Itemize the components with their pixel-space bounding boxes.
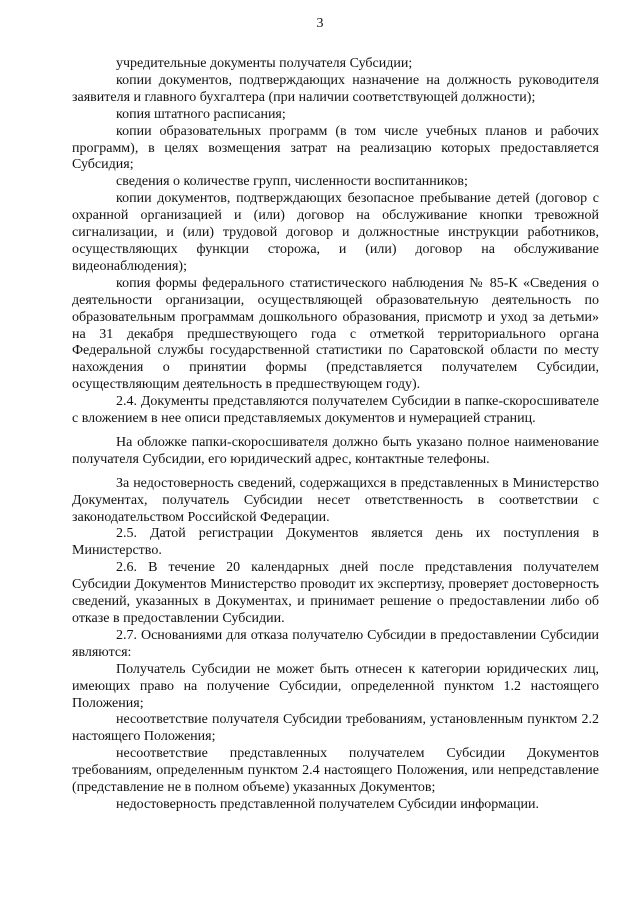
clause-2-5: 2.5. Датой регистрации Документов является день их поступления в Министерство.	[72, 526, 599, 559]
paragraph: учредительные документы получателя Субсидии;	[116, 56, 413, 71]
paragraph: несоответствие получателя Субсидии требованиям, установленным пунктом 2.2 настоящего Положения;	[72, 712, 599, 745]
paragraph: копии документов, подтверждающих безопасное пребывание детей (договор с охранной организацией и (или) договор на обслуживание кнопки тревожной сигнализации, и (или) трудовой договор и должностные инструкции работников, осуществляющих функции сторожа, и (или) договор на обслуживание видеонаблюдения);	[72, 191, 599, 274]
clause-2-4: 2.4. Документы представляются получателем Субсидии в папке-скоросшивателе с вложением в нее описи представляемых документов и нумерацией страниц.	[72, 394, 599, 427]
page-number: 3	[316, 16, 324, 31]
clause-2-6: 2.6. В течение 20 календарных дней после представления получателем Субсидии Документов Министерство проводит их экспертизу, проверяет достоверность сведений, указанных в Документах, и принимает решение о предоставлении либо об отказе в предоставлении Субсидии.	[72, 560, 599, 626]
document-body	[72, 56, 599, 814]
paragraph: копии образовательных программ (в том числе учебных планов и рабочих программ), в целях возмещения затрат на реализацию которых предоставляется Субсидия;	[72, 123, 599, 173]
paragraph: За недостоверность сведений, содержащихся в представленных в Министерство Документах, получатель Субсидии несет ответственность в соответствии с законодательством Российской Федерации.	[72, 475, 599, 525]
paragraph: несоответствие представленных получателем Субсидии Документов требованиям, определенным пунктом 2.4 настоящего Положения, или непредставление (представление не в полном объеме) указанных Документов;	[72, 746, 599, 796]
paragraph: недостоверность представленной получателем Субсидии информации.	[116, 796, 540, 812]
paragraph: копии документов, подтверждающих назначение на должность руководителя заявителя и главного бухгалтера (при наличии соответствующей должности);	[72, 72, 599, 105]
paragraph: На обложке папки-скоросшивателя должно быть указано полное наименование получателя Субсидии, его юридический адрес, контактные телефоны.	[72, 434, 599, 467]
paragraph: Получатель Субсидии не может быть отнесен к категории юридических лиц, имеющих право на получение Субсидии, определенной пунктом 1.2 настоящего Положения;	[72, 661, 599, 711]
paragraph: копия формы федерального статистического наблюдения № 85-К «Сведения о деятельности организации, осуществляющей образовательную деятельность по образовательным программам дошкольного образования, присмотр и уход за детьми» на 31 декабря предшествующего года с отметкой территориального органа Федеральной службы государственной статистики по Саратовской области по месту нахождения о принятии формы (представляется получателем Субсидии, осуществляющим деятельность в предшествующем году).	[72, 275, 599, 393]
paragraph: сведения о количестве групп, численности воспитанников;	[116, 174, 468, 190]
clause-2-7: 2.7. Основаниями для отказа получателю Субсидии в предоставлении Субсидии являются:	[72, 627, 599, 660]
paragraph: копия штатного расписания;	[116, 106, 286, 122]
